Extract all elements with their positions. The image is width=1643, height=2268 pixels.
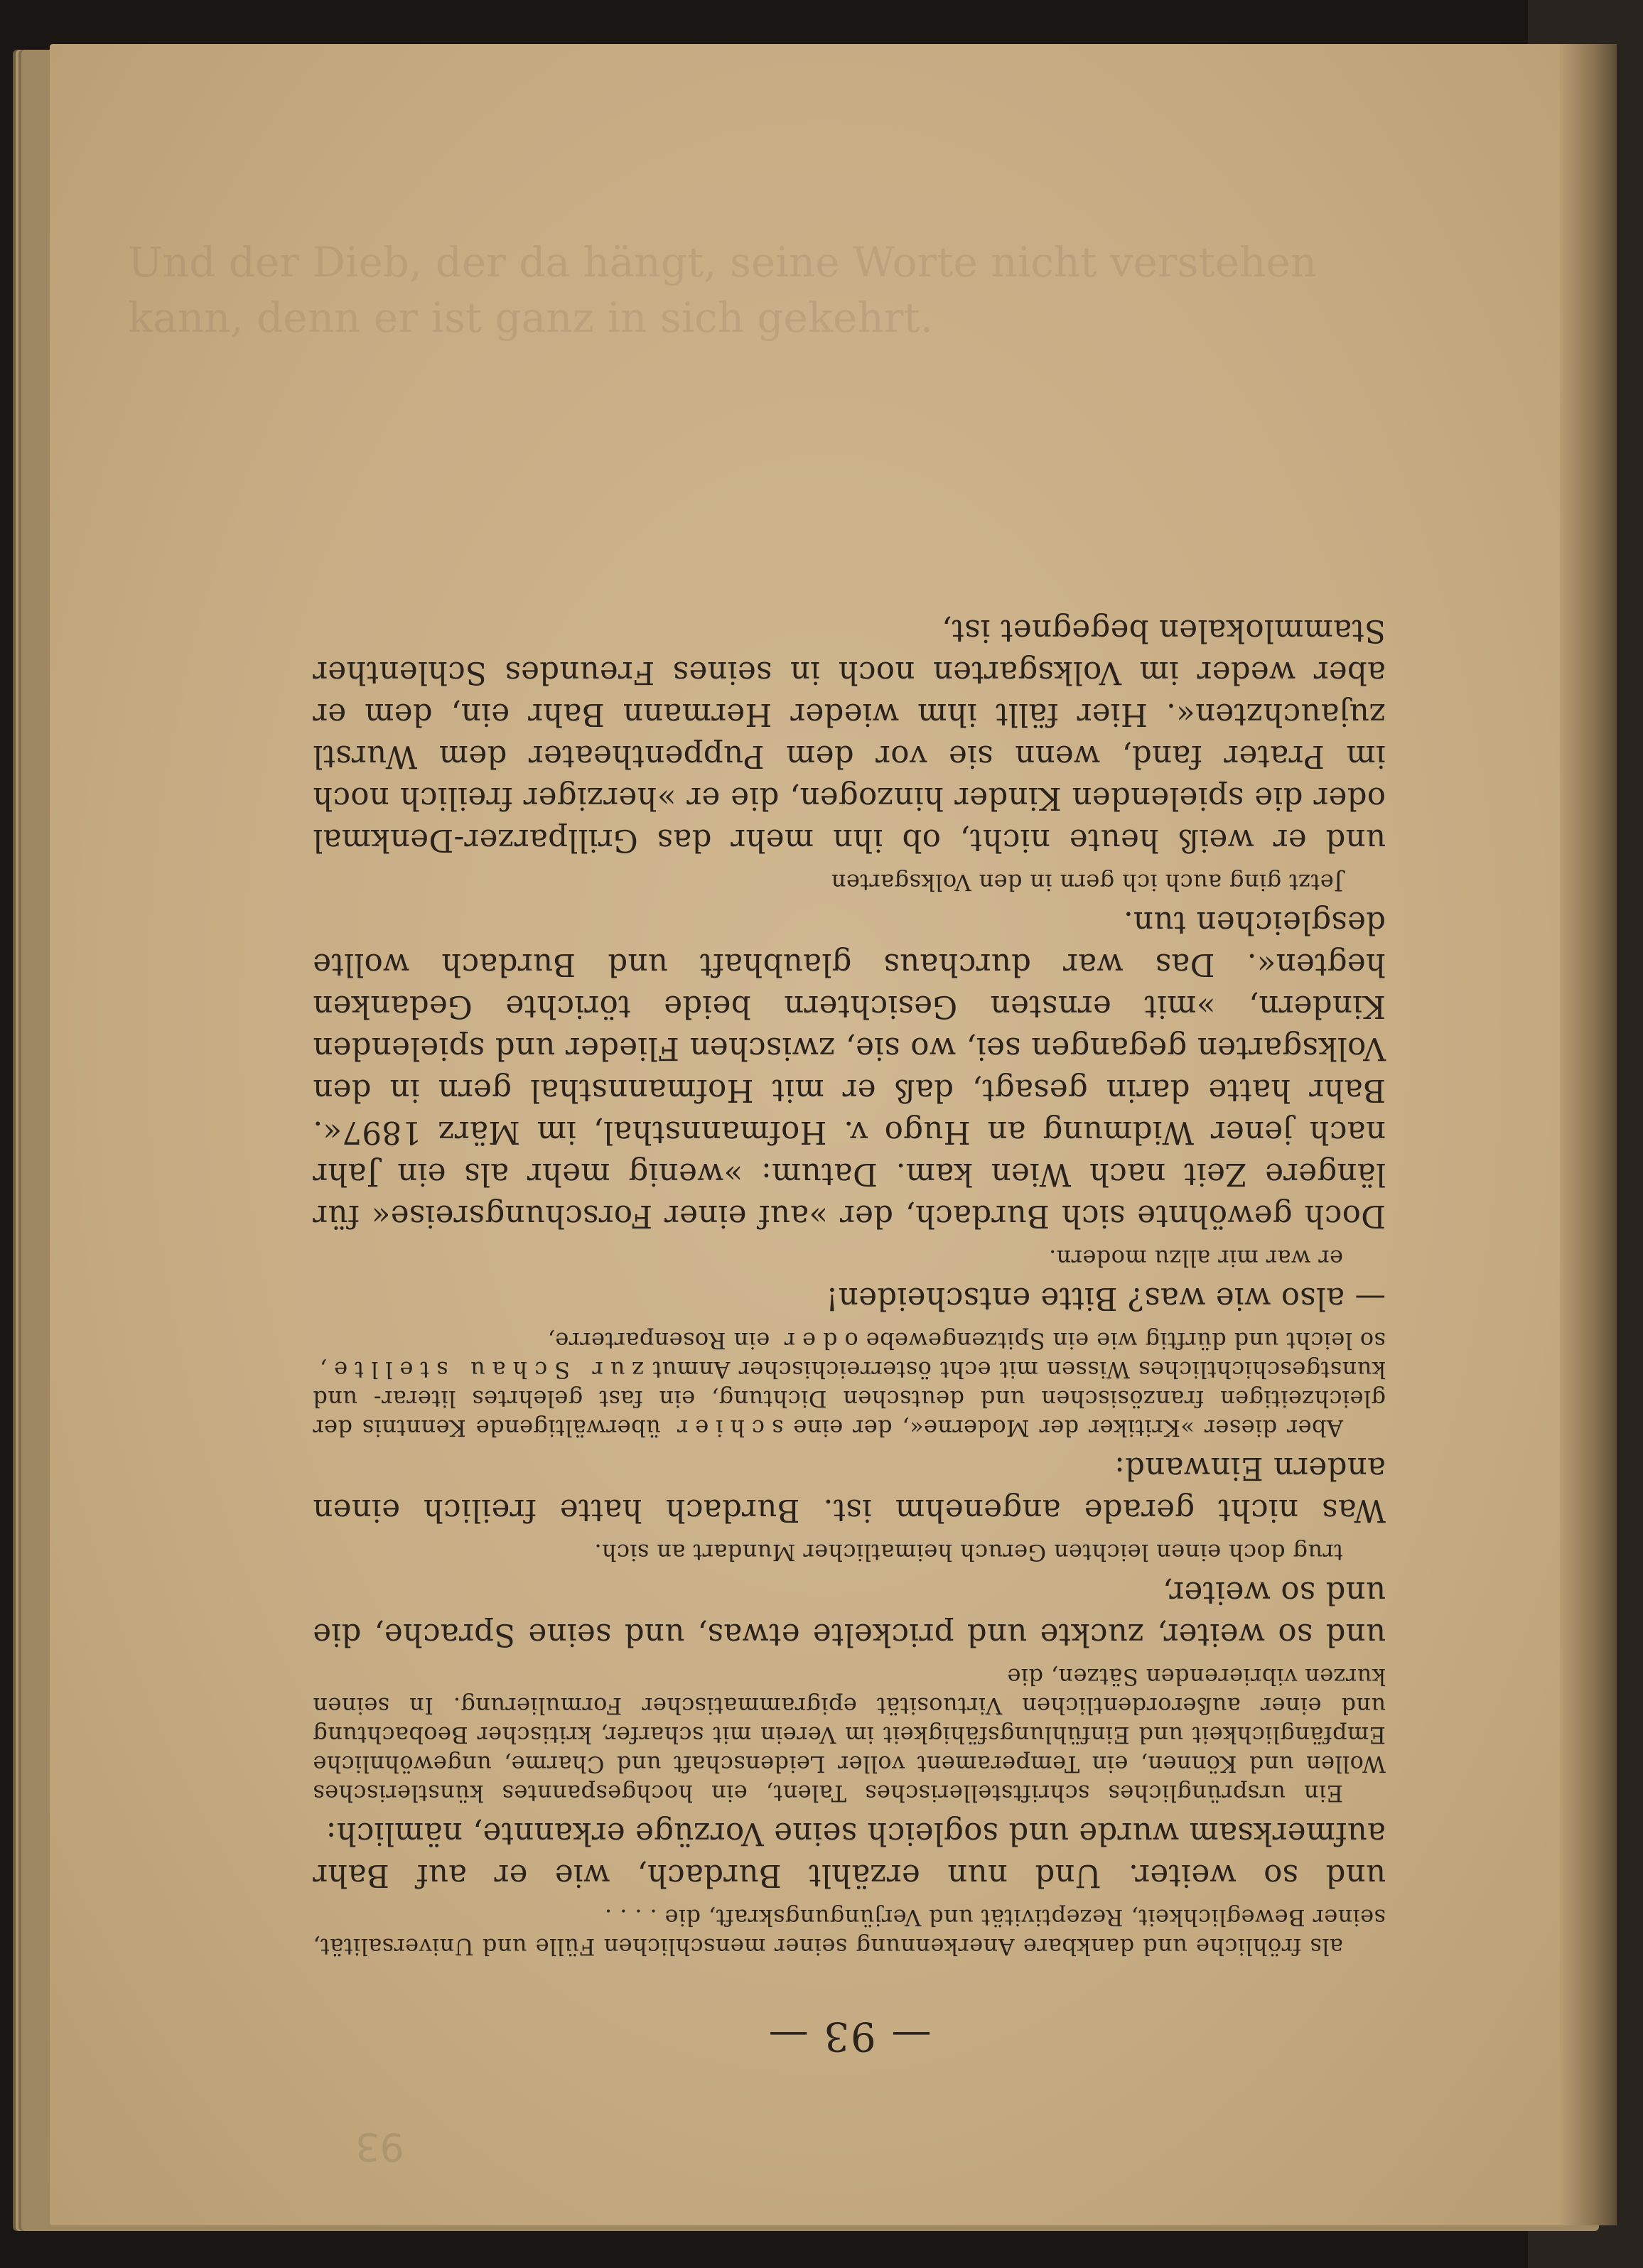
quote-segment: ein Rosenparterre, xyxy=(547,1327,770,1354)
quote-segment: Aber dieser »Kritiker der Moderne«, der eine xyxy=(792,1415,1343,1442)
emphasized-word: schier xyxy=(670,1415,784,1442)
page-gutter xyxy=(1560,44,1617,2225)
quote-paragraph-spaced xyxy=(313,1326,1386,1442)
quote-paragraph: Jetzt ging auch ich gern in den Volksgarten xyxy=(831,869,1343,896)
emphasized-phrase: zur Schau stellte, xyxy=(312,1356,645,1383)
body-paragraph: und so weiter. Und nun erzählt Burdach, wie er auf Bahr aufmerksam wurde und sogleich seine Vorzüge erkannte, nämlich: xyxy=(313,1815,1386,1893)
quote-paragraph: Ein ursprüngliches schriftstellerisches Talent, ein hochgespanntes künstlerisches Wollen und Können, ein Temperament voller Leidenschaft und Charme, ungewöhnliche Empfänglichkeit und Einfühlungsfähigkeit im Verein mit scharfer, kritischer Beobachtung und einer außerordentlichen Virtuosität epigrammatischer Formulierung. In seinen kurzen vibrierenden Sätzen, die xyxy=(313,1663,1386,1807)
body-paragraph: und so weiter, zuckte und prickelte etwas, und seine Sprache, die und so weiter, xyxy=(313,1575,1386,1652)
quote-segment: überwältigende Kenntnis der gleichzeitigen französischen und deutschen Dichtung, ein fast gelehrtes literar- und kunstgeschichtliches Wissen mit echt österreichischer Anmut xyxy=(313,1356,1386,1442)
body-paragraph: Doch gewöhnte sich Burdach, der »auf einer Forschungsreise« für längere Zeit nach Wien kam. Datum: »wenig mehr als ein Jahr nach jener Widmung an Hugo v. Hofmannsthal, im März 1897«. Bahr hatte darin gesagt, daß er mit Hofmannsthal gern in den Volksgarten gegangen sei, wo sie, zwischen Flieder und spielenden Kindern, »mit ernsten Gesichtern beide törichte Gedanken hegten«. Das war durchaus glaubhaft und Burdach wollte desgleichen tun. xyxy=(313,904,1386,1233)
rotated-text-block xyxy=(313,256,1386,2061)
emphasized-word: oder xyxy=(777,1327,858,1354)
body-paragraph: Was nicht gerade angenehm ist. Burdach hatte freilich einen andern Einwand: xyxy=(313,1450,1386,1528)
quote-segment: so leicht und dürftig wie ein Spitzengewebe xyxy=(866,1327,1386,1354)
body-paragraph: und er weiß heute nicht, ob ihn mehr das Grillparzer-Denkmal oder die spielenden Kinder hinzogen, die er »herziger freilich noch im Prater fand, wenn sie vor dem Puppentheater dem Wurstl zujauchzten«. Hier fällt ihm wieder Hermann Bahr ein, dem er aber weder im Volksgarten noch in seines Freundes Schlenther Stammlokalen begegnet ist, xyxy=(313,612,1386,858)
faded-page-stamp: 93 xyxy=(355,2124,404,2169)
quote-paragraph: als fröhliche und dankbare Anerkennung seiner menschlichen Fülle und Universalität, seiner Beweglichkeit, Rezeptivität und Verjüngungskraft, die . . . . xyxy=(313,1904,1386,1960)
page-number: — 93 — xyxy=(767,2013,932,2059)
quote-paragraph: er war mir allzu modern. xyxy=(1048,1245,1343,1272)
quote-paragraph: trug doch einen leichten Geruch heimatlicher Mundart an sich. xyxy=(594,1539,1343,1566)
body-paragraph: — also wie was? Bitte entscheiden! xyxy=(825,1280,1386,1316)
